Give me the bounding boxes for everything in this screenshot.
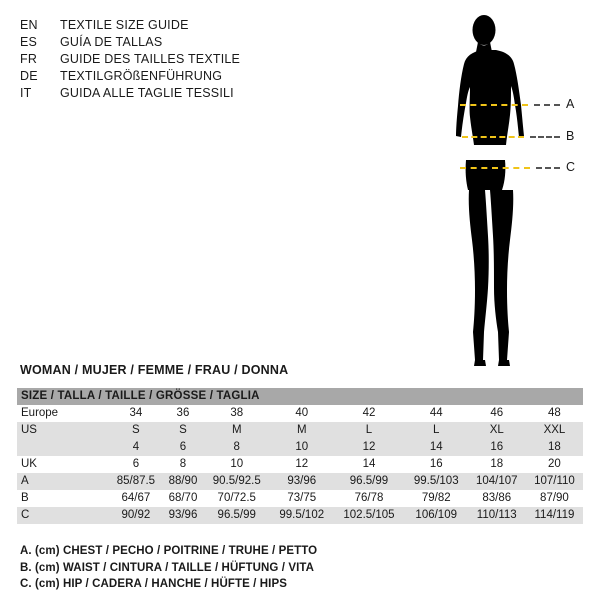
cell: 6: [109, 456, 163, 473]
cell: 18: [526, 439, 583, 456]
cell: 96.5/99: [203, 507, 270, 524]
section-title: WOMAN / MUJER / FEMME / FRAU / DONNA: [20, 363, 289, 377]
cell: 12: [270, 456, 333, 473]
cell: 76/78: [333, 490, 405, 507]
cell: 40: [270, 405, 333, 422]
cell: 14: [333, 456, 405, 473]
table-row: [17, 473, 583, 490]
language-code: EN: [20, 18, 38, 32]
table-header-row: [17, 388, 583, 405]
measurement-legend: [20, 543, 317, 593]
cell: XXL: [526, 422, 583, 439]
cell: 106/109: [405, 507, 468, 524]
cell: S: [109, 422, 163, 439]
cell: 104/107: [468, 473, 526, 490]
cell: 90/92: [109, 507, 163, 524]
size-table: [17, 388, 583, 524]
table-header-label: SIZE / TALLA / TAILLE / GRÖSSE / TAGLIA: [17, 388, 583, 405]
legend-line-waist: B. (cm) WAIST / CINTURA / TAILLE / HÜFTUNG / VITA: [20, 561, 315, 574]
language-title: GUÍA DE TALLAS: [60, 35, 163, 49]
language-code: DE: [20, 69, 38, 83]
language-title: GUIDE DES TAILLES TEXTILE: [60, 52, 241, 66]
row-label: UK: [17, 456, 109, 473]
cell: 4: [109, 439, 163, 456]
cell: 96.5/99: [333, 473, 405, 490]
language-row: [20, 17, 350, 34]
cell: 10: [270, 439, 333, 456]
row-label: C: [17, 507, 109, 524]
cell: 110/113: [468, 507, 526, 524]
table-row: [17, 456, 583, 473]
cell: 8: [163, 456, 203, 473]
hip-measure-label: C: [566, 160, 576, 174]
chest-measure-line: [460, 104, 528, 106]
chest-measure-line-extension: [534, 104, 560, 106]
cell: 90.5/92.5: [203, 473, 270, 490]
cell: 99.5/102: [270, 507, 333, 524]
cell: 16: [468, 439, 526, 456]
cell: 88/90: [163, 473, 203, 490]
cell: 34: [109, 405, 163, 422]
language-row: [20, 68, 350, 85]
cell: 6: [163, 439, 203, 456]
cell: 70/72.5: [203, 490, 270, 507]
cell: 93/96: [163, 507, 203, 524]
language-row: [20, 34, 350, 51]
legend-line-hip: C. (cm) HIP / CADERA / HANCHE / HÜFTE / HIPS: [20, 578, 288, 590]
cell: 102.5/105: [333, 507, 405, 524]
cell: 42: [333, 405, 405, 422]
row-label: B: [17, 490, 109, 507]
language-title: TEXTILE SIZE GUIDE: [60, 18, 189, 32]
row-label: A: [17, 473, 109, 490]
cell: 107/110: [526, 473, 583, 490]
cell: 20: [526, 456, 583, 473]
cell: M: [203, 422, 270, 439]
cell: 8: [203, 439, 270, 456]
cell: 12: [333, 439, 405, 456]
cell: 46: [468, 405, 526, 422]
table-row: [17, 439, 583, 456]
cell: 38: [203, 405, 270, 422]
chest-measure-label: A: [566, 97, 575, 111]
cell: 64/67: [109, 490, 163, 507]
cell: 99.5/103: [405, 473, 468, 490]
language-code: ES: [20, 35, 38, 49]
cell: 73/75: [270, 490, 333, 507]
waist-measure-line-extension: [530, 136, 560, 138]
cell: 93/96: [270, 473, 333, 490]
language-code: IT: [20, 86, 32, 100]
language-row: [20, 51, 350, 68]
cell: 83/86: [468, 490, 526, 507]
row-label: [17, 439, 109, 456]
language-title: TEXTILGRÖßENFÜHRUNG: [60, 69, 223, 83]
language-title: GUIDA ALLE TAGLIE TESSILI: [60, 86, 234, 100]
cell: M: [270, 422, 333, 439]
language-code: FR: [20, 52, 38, 66]
cell: 114/119: [526, 507, 583, 524]
female-body-figure: [430, 10, 590, 370]
cell: XL: [468, 422, 526, 439]
cell: 18: [468, 456, 526, 473]
table-row: [17, 422, 583, 439]
cell: L: [405, 422, 468, 439]
cell: 79/82: [405, 490, 468, 507]
waist-measure-label: B: [566, 129, 575, 143]
cell: 14: [405, 439, 468, 456]
legend-line-chest: A. (cm) CHEST / PECHO / POITRINE / TRUHE / PETTO: [20, 545, 318, 557]
cell: L: [333, 422, 405, 439]
hip-measure-line: [460, 167, 530, 169]
cell: 44: [405, 405, 468, 422]
table-row: [17, 507, 583, 524]
row-label: US: [17, 422, 109, 439]
language-header: [20, 17, 350, 102]
hip-measure-line-extension: [536, 167, 560, 169]
table-row: [17, 490, 583, 507]
body-silhouette-icon: [430, 10, 590, 370]
cell: 87/90: [526, 490, 583, 507]
cell: 10: [203, 456, 270, 473]
cell: 68/70: [163, 490, 203, 507]
language-row: [20, 85, 350, 102]
cell: 36: [163, 405, 203, 422]
cell: 85/87.5: [109, 473, 163, 490]
cell: 16: [405, 456, 468, 473]
table-row: [17, 405, 583, 422]
waist-measure-line: [462, 136, 524, 138]
cell: 48: [526, 405, 583, 422]
cell: S: [163, 422, 203, 439]
row-label: Europe: [17, 405, 109, 422]
